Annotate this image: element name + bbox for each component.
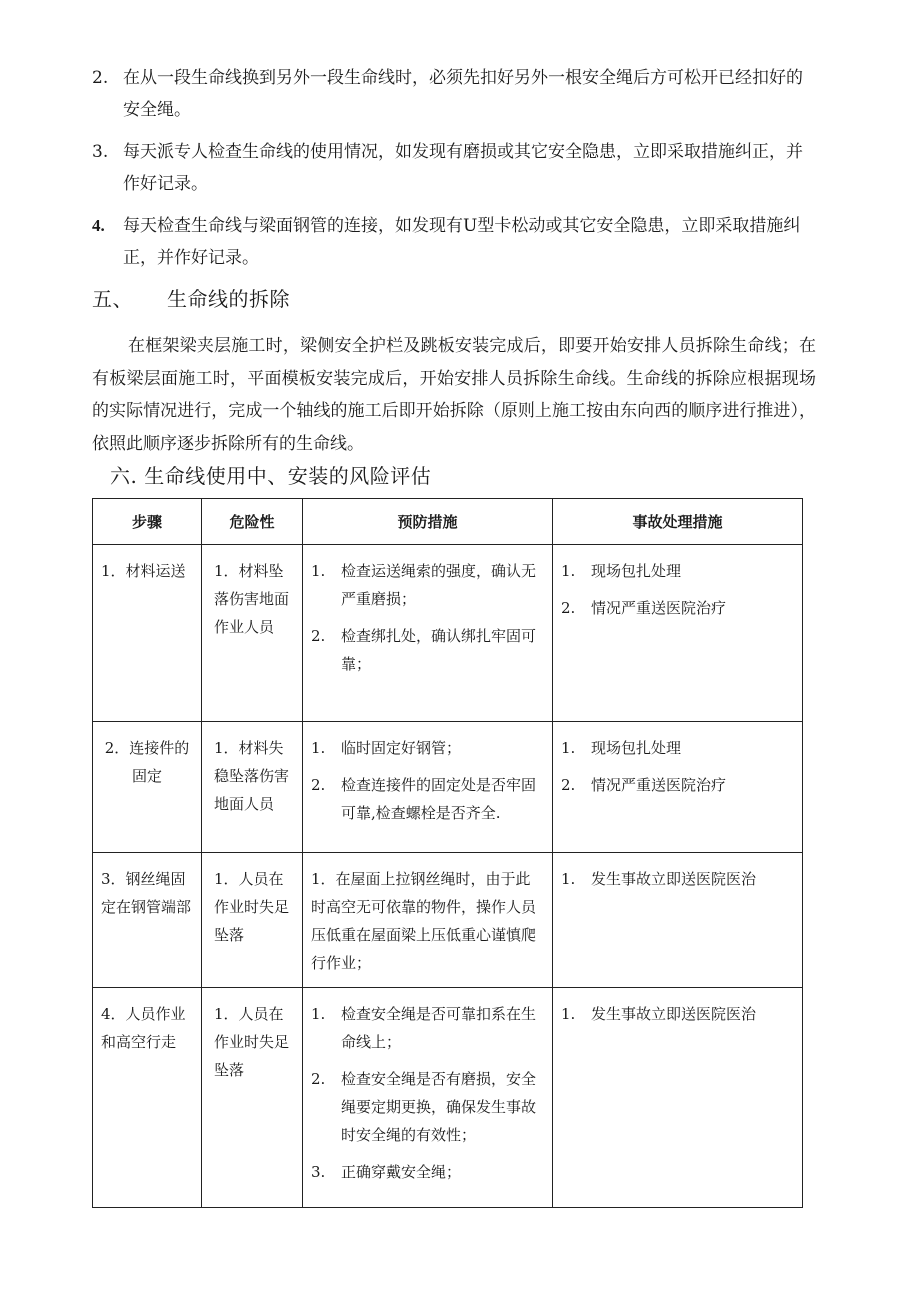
- list-number: 2.: [92, 68, 109, 88]
- header-step: 步骤: [93, 499, 202, 545]
- header-handling: 事故处理措施: [553, 499, 803, 545]
- list-item: [92, 210, 812, 274]
- table-row: [93, 545, 803, 722]
- hazard-cell: 1．人员在作业时失足坠落: [214, 1005, 290, 1079]
- list-number: 4.: [92, 216, 105, 235]
- handling-item: 1. 现场包扎处理: [561, 739, 682, 757]
- risk-assessment-table: [92, 498, 803, 1208]
- list-item: [92, 136, 812, 200]
- list-text: 在从一段生命线换到另外一段生命线时，必须先扣好另外一根安全绳后方可松开已经扣好的安全绳。: [123, 68, 803, 120]
- list-number: 3.: [92, 142, 109, 162]
- prevention-item: 1. 临时固定好钢管；: [311, 739, 462, 757]
- header-prevention: 预防措施: [303, 499, 553, 545]
- prevention-item: 2. 检查连接件的固定处是否牢固可靠,检查螺栓是否齐全.: [311, 776, 537, 822]
- prevention-text: 1．在屋面上拉钢丝绳时，由于此时高空无可依靠的物件，操作人员压低重在屋面梁上压低重心谨慎爬行作业；: [311, 870, 537, 972]
- hazard-cell: 1．材料失稳坠落伤害地面人员: [214, 739, 290, 813]
- prevention-item: 2. 检查安全绳是否有磨损，安全绳要定期更换，确保发生事故时安全绳的有效性；: [311, 1070, 537, 1144]
- section-title: 生命线的拆除: [167, 287, 290, 311]
- handling-item: 2. 情况严重送医院治疗: [561, 599, 727, 617]
- prevention-item: 1. 检查安全绳是否可靠扣系在生命线上；: [311, 1005, 537, 1051]
- table-row: [93, 988, 803, 1208]
- prevention-item: 3. 正确穿戴安全绳；: [311, 1163, 462, 1181]
- handling-item: 1. 现场包扎处理: [561, 562, 682, 580]
- list-item: [92, 62, 812, 126]
- step-cell: 2．连接件的固定: [104, 739, 190, 785]
- prevention-item: 2. 检查绑扎处，确认绑扎牢固可靠；: [311, 627, 537, 673]
- handling-item: 1. 发生事故立即送医院医治: [561, 1005, 757, 1023]
- step-cell: 4．人员作业和高空行走: [101, 1005, 186, 1051]
- hazard-cell: 1．材料坠落伤害地面作业人员: [214, 562, 290, 636]
- table-row: [93, 853, 803, 988]
- list-text: 每天派专人检查生命线的使用情况，如发现有磨损或其它安全隐患，立即采取措施纠正，并作好记录。: [123, 142, 803, 194]
- hazard-cell: 1．人员在作业时失足坠落: [214, 870, 290, 944]
- handling-item: 1. 发生事故立即送医院医治: [561, 870, 757, 888]
- section-number: 五、: [92, 287, 133, 311]
- section-heading-6: 六. 生命线使用中、安装的风险评估: [110, 464, 432, 488]
- prevention-item: 1. 检查运送绳索的强度，确认无严重磨损；: [311, 562, 537, 608]
- section-heading-5: [92, 283, 290, 315]
- step-cell: 1．材料运送: [101, 562, 186, 580]
- header-hazard: 危险性: [202, 499, 303, 545]
- step-cell: 3．钢丝绳固定在钢管端部: [101, 870, 192, 916]
- handling-item: 2. 情况严重送医院治疗: [561, 776, 727, 794]
- list-text: 每天检查生命线与梁面钢管的连接，如发现有U型卡松动或其它安全隐患，立即采取措施纠正，并作好记录。: [123, 216, 801, 268]
- table-row: [93, 722, 803, 853]
- table-header-row: [93, 499, 803, 545]
- section-paragraph: 在框架梁夹层施工时，梁侧安全护栏及跳板安装完成后，即要开始安排人员拆除生命线；在有板梁层面施工时，平面模板安装完成后，开始安排人员拆除生命线。生命线的拆除应根据现场的实际情况进行，完成一个轴线的施工后即开始拆除（原则上施工按由东向西的顺序进行推进），依照此顺序逐步拆除所有的生命线。: [92, 336, 816, 454]
